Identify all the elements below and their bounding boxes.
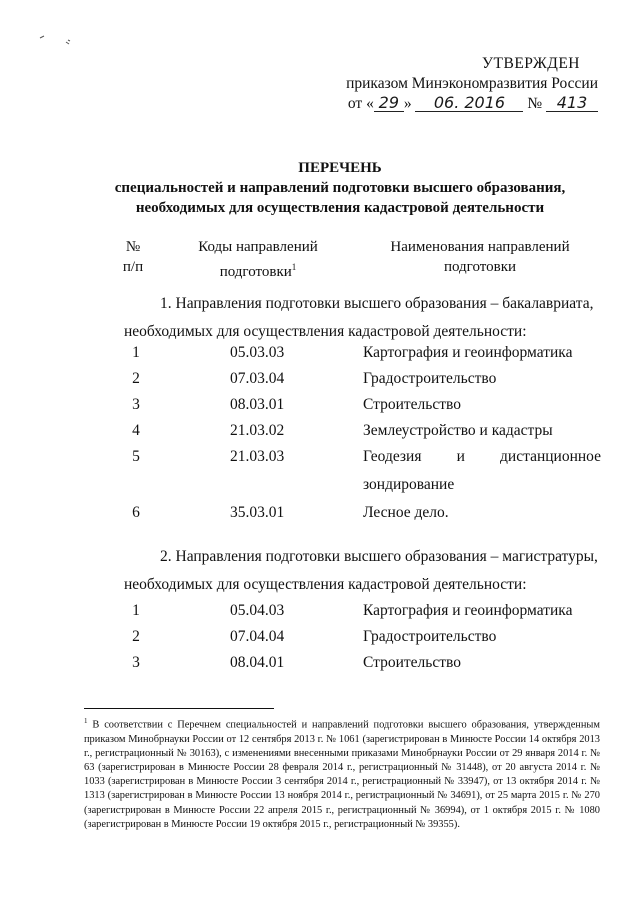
row-name: Лесное дело. bbox=[363, 504, 449, 521]
number-label: № bbox=[527, 95, 543, 112]
header-codes bbox=[178, 237, 338, 282]
date-day: 29 bbox=[374, 94, 404, 112]
row-name: Картография и геоинформатика bbox=[363, 344, 573, 361]
footnote-text: В соответствии с Перечнем специальностей и направлений подготовки высшего образования, утвержденным приказом Минобрнауки России от 12 сентября 2013 г. № 1061 (зарегистрирован в Минюсте России 14 октября 2013 г., регистрационный № 30163), с изменениями внесенными приказами Минобрнауки России от 29 января 2014 г. № 63 (зарегистрирован в Минюсте России 28 февраля 2014 г., регистрационный № 31448), от 20 августа 2014 г. № 1033 (зарегистрирован в Минюсте России 3 сентября 2014 г., регистрационный № 33947), от 13 октября 2014 г. № 1313 (зарегистрирован в Минюсте России 13 ноября 2014 г., регистрационный № 34691), от 25 марта 2015 г. № 270 (зарегистрирован в Минюсте России 22 апреля 2015 г., регистрационный № 36994), от 1 октября 2015 г. № 1080 (зарегистрирован в Минюсте России 19 октября 2015 г., регистрационный № 39355). bbox=[84, 719, 600, 830]
row-code: 35.03.01 bbox=[230, 504, 285, 521]
row-number: 1 bbox=[132, 602, 140, 619]
section-1-intro-l1: 1. Направления подготовки высшего образования – бакалавриата, bbox=[160, 295, 594, 312]
header-number-l1: № bbox=[125, 239, 141, 255]
row-name: Картография и геоинформатика bbox=[363, 602, 573, 619]
row-name: Градостроительство bbox=[363, 628, 497, 645]
margin-mark-icon bbox=[38, 30, 78, 54]
header-names bbox=[380, 237, 580, 277]
row-number: 3 bbox=[132, 654, 140, 671]
header-number-l2: п/п bbox=[122, 259, 144, 275]
row-number: 6 bbox=[132, 504, 140, 521]
header-codes-l2-text: подготовки bbox=[219, 264, 292, 280]
footnote-divider bbox=[84, 708, 274, 709]
section-1-intro bbox=[124, 290, 604, 346]
header-codes-l1: Коды направлений bbox=[198, 239, 318, 255]
footnote bbox=[84, 714, 600, 832]
row-number: 2 bbox=[132, 628, 140, 645]
row-code: 07.04.04 bbox=[230, 628, 285, 645]
approval-date-line bbox=[318, 94, 598, 114]
date-month: 06 bbox=[433, 93, 455, 112]
footnote-marker: 1 bbox=[84, 717, 88, 725]
approval-title: УТВЕРЖДЕН bbox=[482, 55, 580, 72]
row-number: 1 bbox=[132, 344, 140, 361]
row-code: 07.03.04 bbox=[230, 370, 285, 387]
header-number bbox=[118, 237, 148, 277]
document-heading bbox=[80, 158, 600, 218]
header-names-l1: Наименования направлений bbox=[390, 239, 570, 255]
row-code: 21.03.03 bbox=[230, 448, 285, 465]
row-code: 05.04.03 bbox=[230, 602, 285, 619]
section-2-intro-l1: 2. Направления подготовки высшего образования – магистратуры, bbox=[160, 548, 598, 565]
row-code: 08.04.01 bbox=[230, 654, 285, 671]
heading-title: ПЕРЕЧЕНЬ bbox=[298, 160, 382, 176]
row-number: 3 bbox=[132, 396, 140, 413]
row-name: Землеустройство и кадастры bbox=[363, 422, 553, 439]
order-number: 413 bbox=[546, 94, 598, 112]
approval-order: приказом Минэкономразвития России bbox=[346, 75, 598, 92]
date-year: 2016 bbox=[464, 93, 506, 112]
row-name: Строительство bbox=[363, 654, 461, 671]
section-2-intro-l2: необходимых для осуществления кадастровой деятельности: bbox=[124, 576, 527, 593]
date-prefix: от « bbox=[347, 95, 374, 112]
approval-stamp bbox=[318, 54, 598, 114]
row-name: Геодезия и дистанционное bbox=[363, 448, 601, 465]
row-code: 08.03.01 bbox=[230, 396, 285, 413]
row-number: 5 bbox=[132, 448, 140, 465]
date-month-year: 06. 2016 bbox=[415, 94, 523, 112]
row-code: 05.03.03 bbox=[230, 344, 285, 361]
row-name-continued: зондирование bbox=[363, 476, 455, 493]
section-1-intro-l2: необходимых для осуществления кадастровой деятельности: bbox=[124, 323, 527, 340]
date-quote: » bbox=[403, 95, 412, 112]
row-code: 21.03.02 bbox=[230, 422, 285, 439]
section-2-intro bbox=[124, 543, 604, 599]
row-name: Градостроительство bbox=[363, 370, 497, 387]
row-number: 4 bbox=[132, 422, 140, 439]
row-name: Строительство bbox=[363, 396, 461, 413]
header-codes-l2 bbox=[178, 257, 338, 282]
row-number: 2 bbox=[132, 370, 140, 387]
heading-subtitle-2: необходимых для осуществления кадастровой деятельности bbox=[135, 200, 545, 216]
footnote-ref: 1 bbox=[291, 262, 297, 272]
header-names-l2: подготовки bbox=[443, 259, 517, 275]
heading-subtitle-1: специальностей и направлений подготовки высшего образования, bbox=[114, 180, 566, 196]
